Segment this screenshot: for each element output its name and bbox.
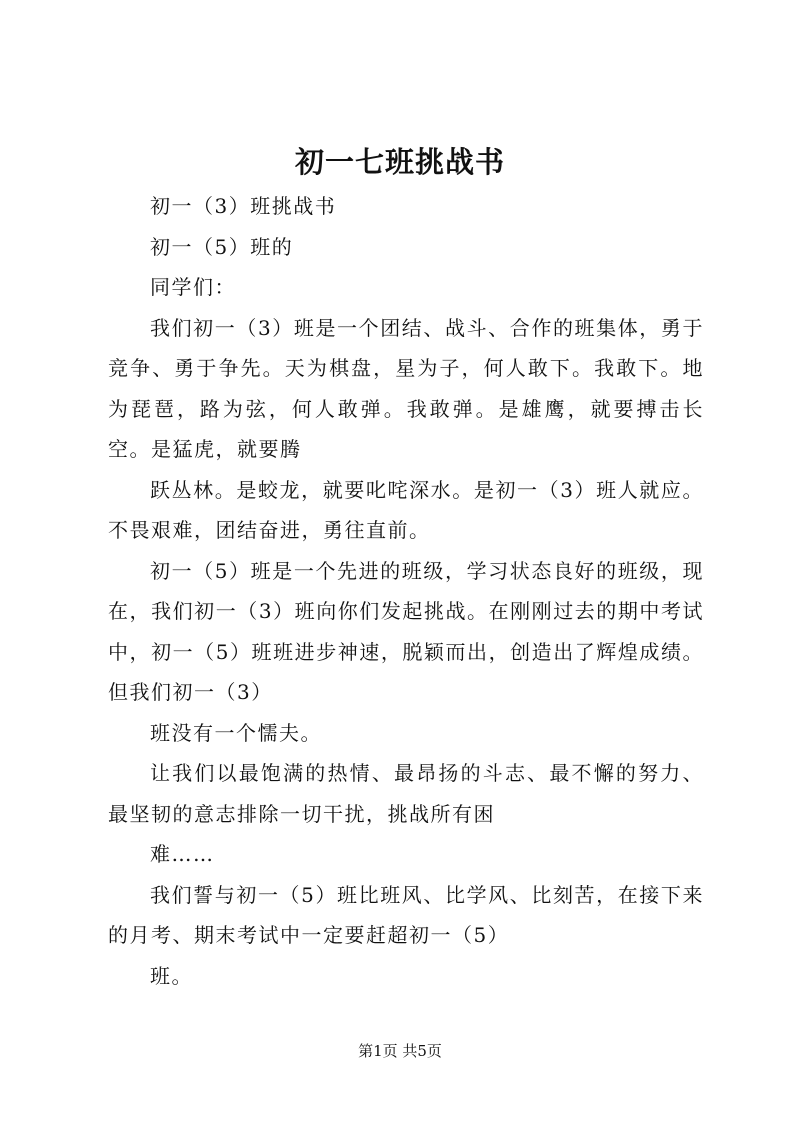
paragraph: 我们誓与初一（5）班比班风、比学风、比刻苦，在接下来的月考、期末考试中一定要赶超初一（5） [108, 882, 704, 947]
paragraph: 班。 [150, 963, 193, 988]
paragraph: 跃丛林。是蛟龙，就要叱咤深水。是初一（3）班人就应。不畏艰难，团结奋进，勇往直前。 [108, 477, 704, 542]
paragraph: 初一（3）班挑战书 [150, 194, 337, 218]
paragraph: 让我们以最饱满的热情、最昂扬的斗志、最不懈的努力、最坚韧的意志排除一切干扰，挑战所有困 [108, 761, 704, 826]
paragraph: 我们初一（3）班是一个团结、战斗、合作的班集体，勇于竞争、勇于争先。天为棋盘，星为子，何人敢下。我敢下。地为琵琶，路为弦，何人敢弹。我敢弹。是雄鹰，就要搏击长空。是猛虎，就要腾 [108, 315, 704, 461]
paragraph: 班没有一个懦夫。 [150, 720, 322, 745]
document-body [108, 186, 704, 996]
paragraph: 初一（5）班的 [150, 234, 294, 259]
paragraph: 同学们： [150, 275, 236, 299]
paragraph: 初一（5）班是一个先进的班级，学习状态良好的班级，现在，我们初一（3）班向你们发起挑战。在刚刚过去的期中考试中，初一（5）班班进步神速，脱颖而出，创造出了辉煌成绩。但我们初一（3） [108, 558, 704, 704]
document-title: 初一七班挑战书 [294, 145, 505, 179]
page-footer: 第1页 共5页 [358, 1042, 442, 1060]
paragraph: 难…… [150, 842, 215, 866]
